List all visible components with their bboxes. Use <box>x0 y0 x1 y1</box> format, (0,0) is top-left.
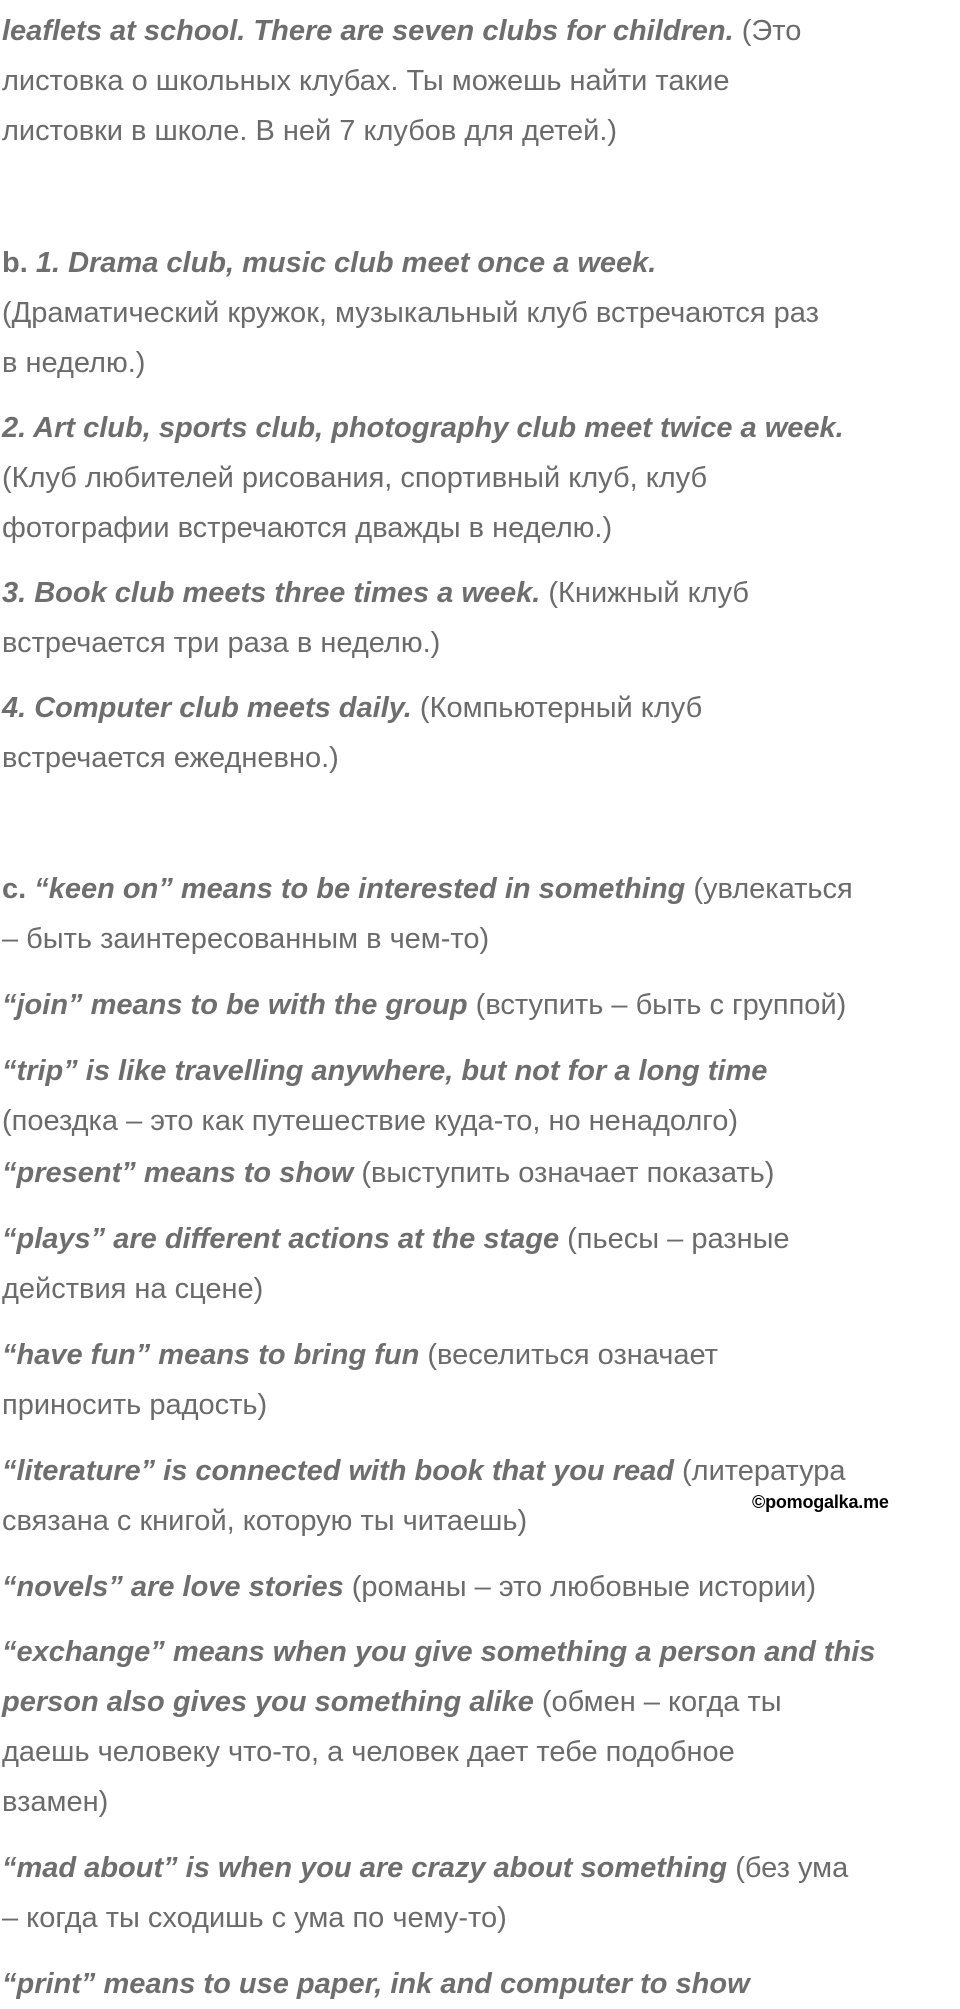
section-b-item-1-translation-1: (Драматический кружок, музыкальный клуб встречаются раз <box>2 297 819 329</box>
russian-text: (литература <box>673 1455 846 1487</box>
section-c-keen-on <box>2 864 853 914</box>
section-c-exchange-translation-2: взамен) <box>2 1786 109 1818</box>
section-b-item-3 <box>2 568 749 618</box>
section-c-label: c. <box>2 873 27 905</box>
section-a-line-2: листовка о школьных клубах. Ты можешь найти такие <box>2 65 730 97</box>
section-a-line-3: листовки в школе. В ней 7 клубов для детей.) <box>2 115 618 147</box>
section-a-line-1 <box>2 6 801 56</box>
russian-text: (Книжный клуб <box>540 577 750 609</box>
section-b-item-4-translation: встречается ежедневно.) <box>2 742 339 774</box>
english-text: 1. Drama club, music club meet once a week. <box>27 247 657 279</box>
section-c-trip: “trip” is like travelling anywhere, but not for a long time <box>2 1055 768 1087</box>
section-c-keen-on-translation: – быть заинтересованным в чем-то) <box>2 923 490 955</box>
section-b-item-2-translation-2: фотографии встречаются дважды в неделю.) <box>2 512 613 544</box>
section-c-exchange-translation-1: даешь человеку что-то, а человек дает тебе подобное <box>2 1736 735 1768</box>
watermark: ©pomogalka.me <box>752 1492 889 1512</box>
english-text: “keen on” means to be interested in something <box>26 873 686 905</box>
section-c-exchange-line-2 <box>2 1677 782 1727</box>
section-c-mad-about <box>2 1843 848 1893</box>
section-c-have-fun-translation: приносить радость) <box>2 1389 268 1421</box>
russian-text: (без ума <box>727 1852 849 1884</box>
section-b-item-1 <box>2 238 656 288</box>
section-b-item-2: 2. Art club, sports club, photography club meet twice a week. <box>2 412 844 444</box>
english-text: “literature” is connected with book that you read <box>2 1455 674 1487</box>
russian-text: (Компьютерный клуб <box>411 692 703 724</box>
section-c-plays-translation: действия на сцене) <box>2 1273 264 1305</box>
english-text: “mad about” is when you are crazy about something <box>2 1852 728 1884</box>
section-b-item-4 <box>2 683 702 733</box>
section-c-have-fun <box>2 1330 718 1380</box>
english-text: “have fun” means to bring fun <box>2 1339 420 1371</box>
section-b-item-1-translation-2: в неделю.) <box>2 347 146 379</box>
english-text: 4. Computer club meets daily. <box>2 692 412 724</box>
section-c-present <box>2 1148 774 1198</box>
russian-text: (пьесы – разные <box>559 1223 790 1255</box>
section-c-plays <box>2 1214 790 1264</box>
section-b-item-3-translation: встречается три раза в неделю.) <box>2 627 441 659</box>
section-c-join <box>2 980 846 1030</box>
russian-text: (обмен – когда ты <box>533 1686 782 1718</box>
section-b-item-2-translation-1: (Клуб любителей рисования, спортивный клуб, клуб <box>2 462 708 494</box>
section-c-mad-about-translation: – когда ты сходишь с ума по чему-то) <box>2 1902 507 1934</box>
section-c-literature <box>2 1446 846 1496</box>
section-b-label: b. <box>2 247 28 279</box>
section-c-literature-translation: связана с книгой, которую ты читаешь) <box>2 1505 528 1537</box>
russian-text: (выступить означает показать) <box>353 1157 775 1189</box>
english-text: person also gives you something alike <box>2 1686 534 1718</box>
english-text: “novels” are love stories <box>2 1571 344 1603</box>
russian-text: (Это <box>733 15 802 47</box>
english-text: “join” means to be with the group <box>2 989 468 1021</box>
section-c-print: “print” means to use paper, ink and computer to show <box>2 1968 750 2000</box>
russian-text: (романы – это любовные истории) <box>343 1571 816 1603</box>
section-c-trip-translation: (поездка – это как путешествие куда-то, но ненадолго) <box>2 1105 739 1137</box>
section-c-novels <box>2 1562 816 1612</box>
english-text: leaflets at school. There are seven clubs for children. <box>2 15 734 47</box>
russian-text: (увлекаться <box>685 873 853 905</box>
russian-text: (веселиться означает <box>419 1339 718 1371</box>
english-text: “present” means to show <box>2 1157 354 1189</box>
english-text: “plays” are different actions at the stage <box>2 1223 560 1255</box>
section-c-exchange: “exchange” means when you give something a person and this <box>2 1636 876 1668</box>
english-text: 3. Book club meets three times a week. <box>2 577 541 609</box>
russian-text: (вступить – быть с группой) <box>467 989 847 1021</box>
